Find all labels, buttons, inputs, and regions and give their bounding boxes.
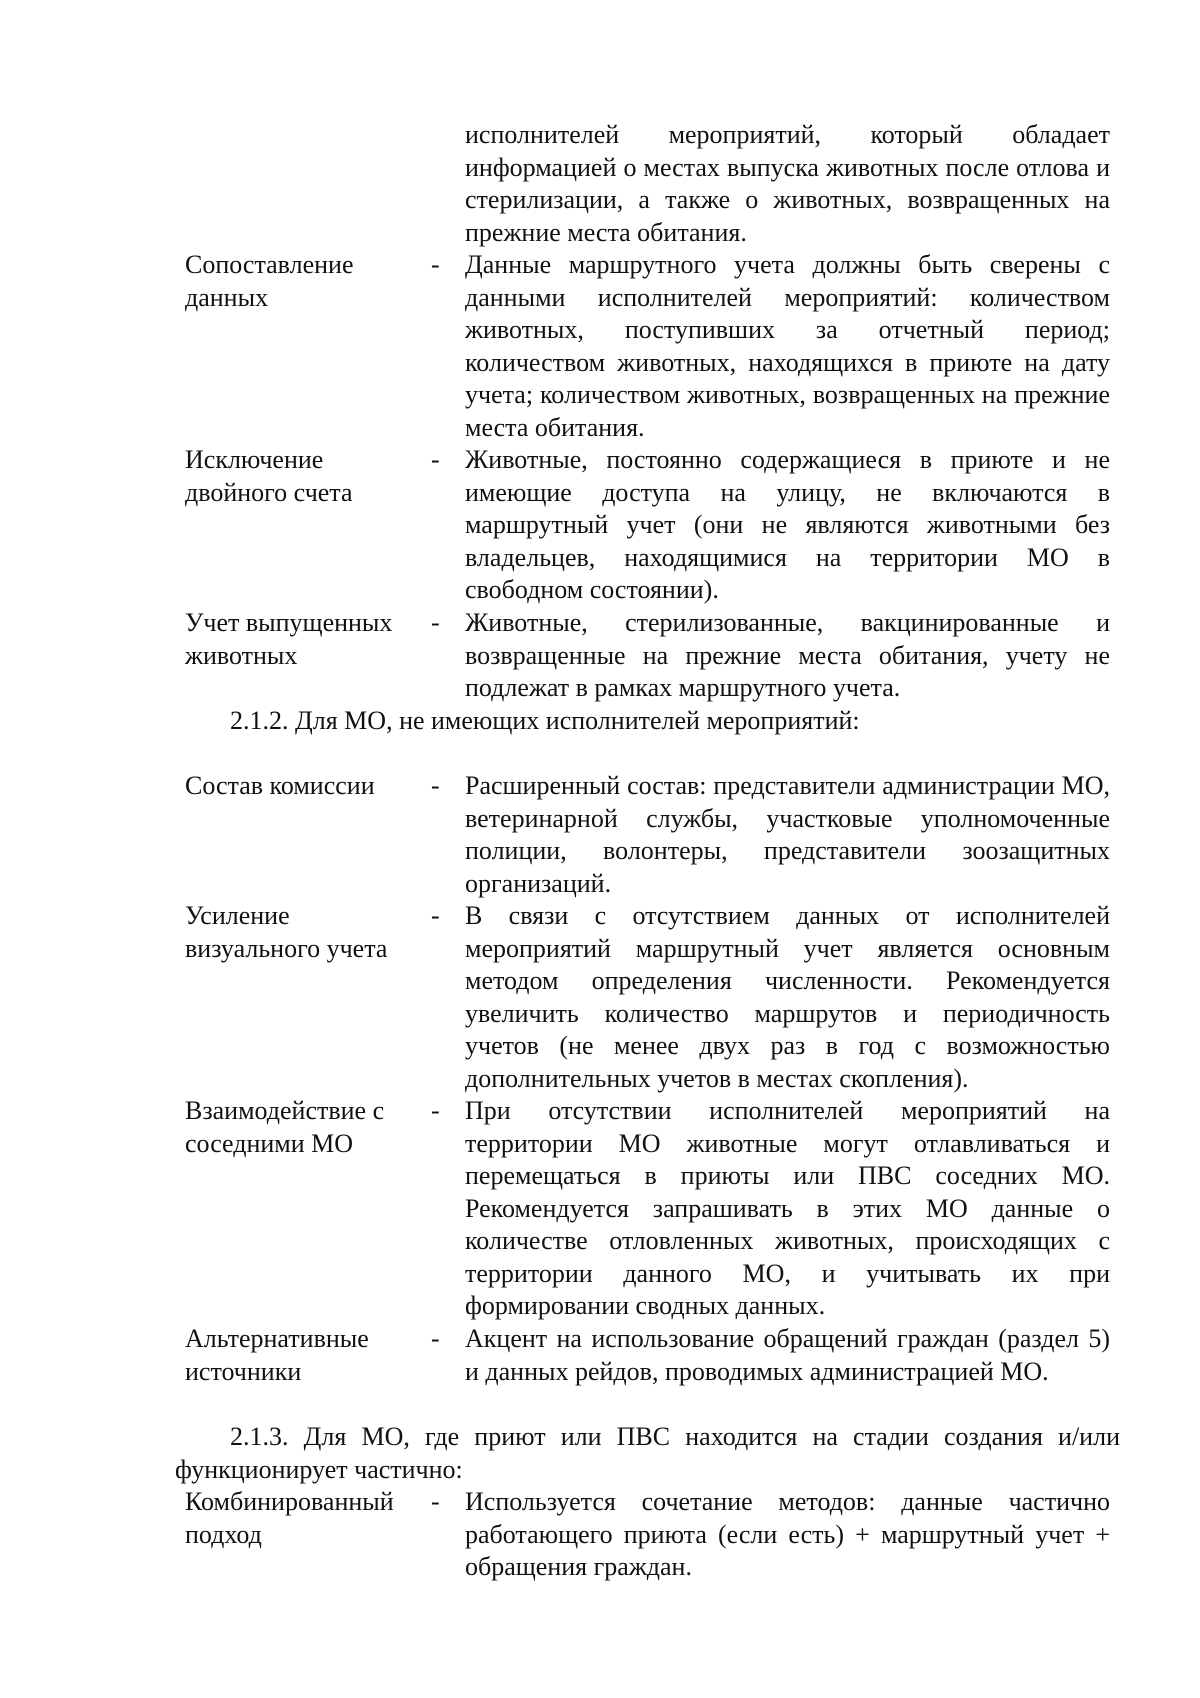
dash-separator: - (431, 1324, 440, 1353)
definition-text: Данные маршрутного учета должны быть сверены с данными исполнителей мероприятий: количеством животных, поступивших за отчетный период; количеством животных, находящихся в приюте на дату учета; количеством животных, возвращенных на прежние места обитания. (465, 250, 1110, 442)
definition-text: Расширенный состав: представители администрации МО, ветеринарной службы, участковые уполномоченные полиции, волонтеры, представители зоозащитных организаций. (465, 771, 1110, 898)
section-heading-2-1-3: 2.1.3. Для МО, где приют или ПВС находится на стадии создания и/или функционирует частично: (175, 1422, 1120, 1484)
definition-text: Используется сочетание методов: данные частично работающего приюта (если есть) + маршрутный учет + обращения граждан. (465, 1487, 1110, 1581)
section-heading-2-1-2: 2.1.2. Для МО, не имеющих исполнителей мероприятий: (230, 706, 860, 735)
term-label: Комбинированный подход (185, 1487, 394, 1549)
definition-text: В связи с отсутствием данных от исполнителей мероприятий маршрутный учет является основным методом определения численности. Рекомендуется увеличить количество маршрутов и периодичность учетов (не менее двух раз в год с возможностью дополнительных учетов в местах скопления). (465, 901, 1110, 1093)
term-label: Взаимодействие с соседними МО (185, 1096, 385, 1158)
dash-separator: - (431, 901, 440, 930)
term-label: Альтернативные источники (185, 1324, 369, 1386)
term-label: Состав комиссии (185, 771, 375, 800)
dash-separator: - (431, 608, 440, 637)
dash-separator: - (431, 771, 440, 800)
definition-text: Акцент на использование обращений граждан (раздел 5) и данных рейдов, проводимых администрацией МО. (465, 1324, 1110, 1386)
dash-separator: - (431, 1487, 440, 1516)
term-label: Сопоставление данных (185, 250, 354, 312)
definition-text: Животные, постоянно содержащиеся в приюте и не имеющие доступа на улицу, не включаются в маршрутный учет (они не являются животными без владельцев, находящимися на территории МО в свободном состоянии). (465, 445, 1110, 604)
term-label: Учет выпущенных животных (185, 608, 393, 670)
continuation-paragraph: исполнителей мероприятий, который обладает информацией о местах выпуска животных после отлова и стерилизации, а также о животных, возвращенных на прежние места обитания. (465, 120, 1110, 247)
dash-separator: - (431, 445, 440, 474)
definition-text: Животные, стерилизованные, вакцинированные и возвращенные на прежние места обитания, учету не подлежат в рамках маршрутного учета. (465, 608, 1110, 702)
term-label: Исключение двойного счета (185, 445, 353, 507)
dash-separator: - (431, 1096, 440, 1125)
term-label: Усиление визуального учета (185, 901, 388, 963)
definition-text: При отсутствии исполнителей мероприятий на территории МО животные могут отлавливаться и перемещаться в приюты или ПВС соседних МО. Рекомендуется запрашивать в этих МО данные о количестве отловленных животных, происходящих с территории данного МО, и учитывать их при формировании сводных данных. (465, 1096, 1110, 1320)
dash-separator: - (431, 250, 440, 279)
